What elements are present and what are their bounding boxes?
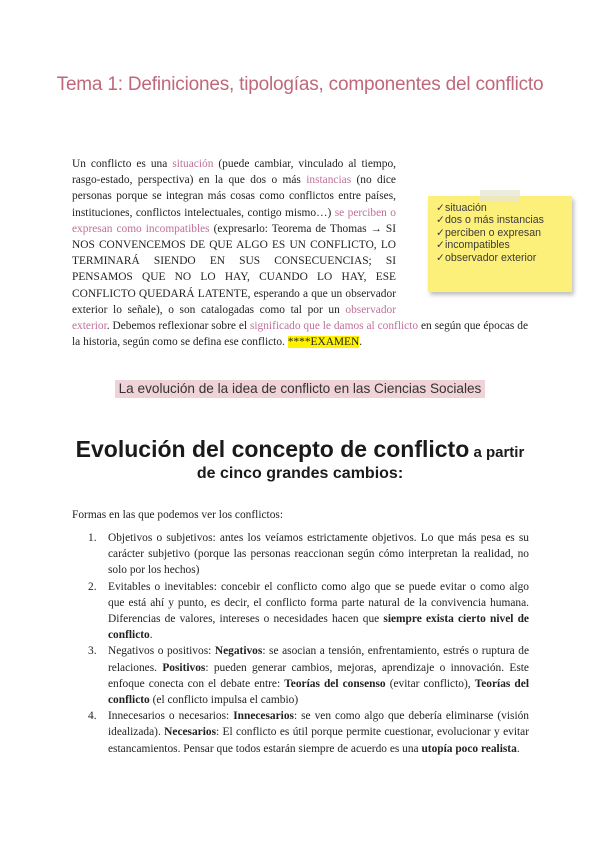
list-bold-text: Negativos	[214, 645, 263, 658]
check-icon: ✓	[436, 214, 445, 227]
list-bold-text: Innecesarios	[233, 710, 294, 723]
sticky-note-item	[436, 239, 566, 251]
list-text: Negativos o positivos:	[108, 645, 215, 658]
list-text: : El conflicto es útil porque permite cuestionar, evolucionar y evitar estancamientos. Pensar que todos estarán siempre de acuerdo es una	[108, 726, 529, 755]
list-text: (evitar conflicto),	[385, 677, 475, 690]
list-intro: Formas en las que podemos ver los conflictos:	[72, 509, 284, 521]
evolution-title-main: Evolución del concepto de conflicto	[75, 436, 470, 462]
list-bold-text: Positivos	[162, 661, 206, 674]
highlight-situacion: situación	[172, 158, 214, 170]
paragraph-text: .	[359, 336, 363, 349]
check-icon: ✓	[436, 202, 445, 214]
section-heading-text: La evolución de la idea de conflicto en las Ciencias Sociales	[115, 380, 486, 398]
sticky-note	[428, 196, 572, 292]
list-number: 3.	[88, 645, 97, 658]
highlight-instancias: instancias	[306, 174, 352, 187]
list-text: : se ven como algo que debería eliminarse (visión idealizada).	[108, 710, 529, 739]
list-item	[88, 708, 529, 757]
paragraph-text: (no dice personas porque se integran más cosas como conflictos entre países, instituciones, conflictos intelectuales, contigo mismo…)	[72, 174, 396, 219]
highlight-significado: significado que le damos al conflicto	[249, 320, 419, 333]
list-number: 1.	[88, 532, 97, 544]
paragraph-text: (expresarlo: Teorema de Thomas → SI NOS CONVENCEMOS DE QUE ALGO ES UN CONFLICTO, LO TERMINARÁ SIENDO EN SUS CONSECUENCIAS; SI PENSAMOS QUE NO LO HAY, CUANDO LO HAY, ESE CONFLICTO QUEDARÁ LATENTE, esperando a que un observador exterior lo señale), o son catalogadas como tal por un	[72, 222, 396, 316]
list-bold-text: Teorías del conflicto	[108, 677, 529, 707]
list-item	[88, 579, 529, 644]
list-bold-text: utopía poco realista	[421, 742, 517, 755]
paragraph-text: Un conflicto es una	[72, 158, 173, 170]
list-bold-text: Necesarios	[164, 726, 217, 739]
sticky-note-item	[436, 227, 566, 239]
evolution-title	[0, 436, 600, 483]
list-text: (el conflicto impulsa el cambio)	[149, 694, 299, 707]
conflict-forms-list	[88, 530, 529, 757]
sticky-note-item-label: perciben o expresan	[445, 226, 541, 239]
list-number: 2.	[88, 580, 97, 593]
paragraph-text: (puede cambiar, vinculado al tiempo, rasgo-estado, perspectiva) en la que dos o más	[72, 158, 397, 187]
list-item	[88, 530, 529, 579]
exam-marker: ****EXAMEN	[287, 336, 360, 349]
paragraph-text: en según que épocas de la historia, según como se defina ese conflicto.	[72, 320, 528, 349]
sticky-note-item-label: incompatibles	[445, 239, 510, 252]
list-number: 4.	[88, 710, 97, 723]
sticky-note-list	[436, 202, 566, 264]
list-text: Evitables o inevitables: concebir el conflicto como algo que se puede evitar o como algo que está ahí y punto, es decir, el conflicto forma parte natural de la convivencia humana. Diferencias de valores, intereses o necesidades hacen que	[108, 580, 529, 626]
list-text: Innecesarios o necesarios:	[108, 710, 234, 723]
list-item	[88, 643, 529, 708]
check-icon: ✓	[436, 239, 445, 252]
sticky-note-tape	[480, 190, 520, 201]
list-bold-text: siempre exista cierto nivel de conflicto	[108, 613, 529, 642]
check-icon: ✓	[436, 251, 445, 264]
list-text: .	[149, 629, 153, 642]
check-icon: ✓	[436, 226, 445, 239]
page-title: Tema 1: Definiciones, tipologías, componentes del conflicto	[56, 74, 544, 95]
sticky-note-item-label: observador exterior	[445, 251, 537, 264]
highlight-observador: observador exterior	[72, 303, 396, 333]
sticky-note-item	[436, 202, 566, 214]
list-text: .	[516, 742, 520, 755]
list-text: Objetivos o subjetivos: antes los veíamos estrictamente objetivos. Lo que más pesa es su carácter subjetivo (porque las personas reaccionan según cómo interpretan la realidad, no solo por los hechos)	[108, 532, 529, 577]
paragraph-text: . Debemos reflexionar sobre el	[106, 320, 250, 333]
sticky-note-item	[436, 214, 566, 226]
sticky-note-item-label: dos o más instancias	[445, 214, 544, 227]
list-text: : se asocian a tensión, enfrentamiento, estrés o ruptura de relaciones.	[108, 645, 530, 674]
section-heading	[0, 380, 600, 398]
evolution-title-line2: de cinco grandes cambios:	[196, 465, 404, 482]
list-bold-text: Teorías del consenso	[284, 677, 386, 690]
sticky-note-item	[436, 252, 566, 264]
list-text: : pueden generar cambios, mejoras, aprendizaje o innovación. Este enfoque conecta con el debate entre:	[108, 661, 529, 690]
evolution-title-suffix: a partir	[469, 444, 525, 461]
sticky-note-item-label: situación	[445, 202, 487, 214]
highlight-incompatibles: se perciben o expresan como incompatibles	[72, 206, 396, 235]
